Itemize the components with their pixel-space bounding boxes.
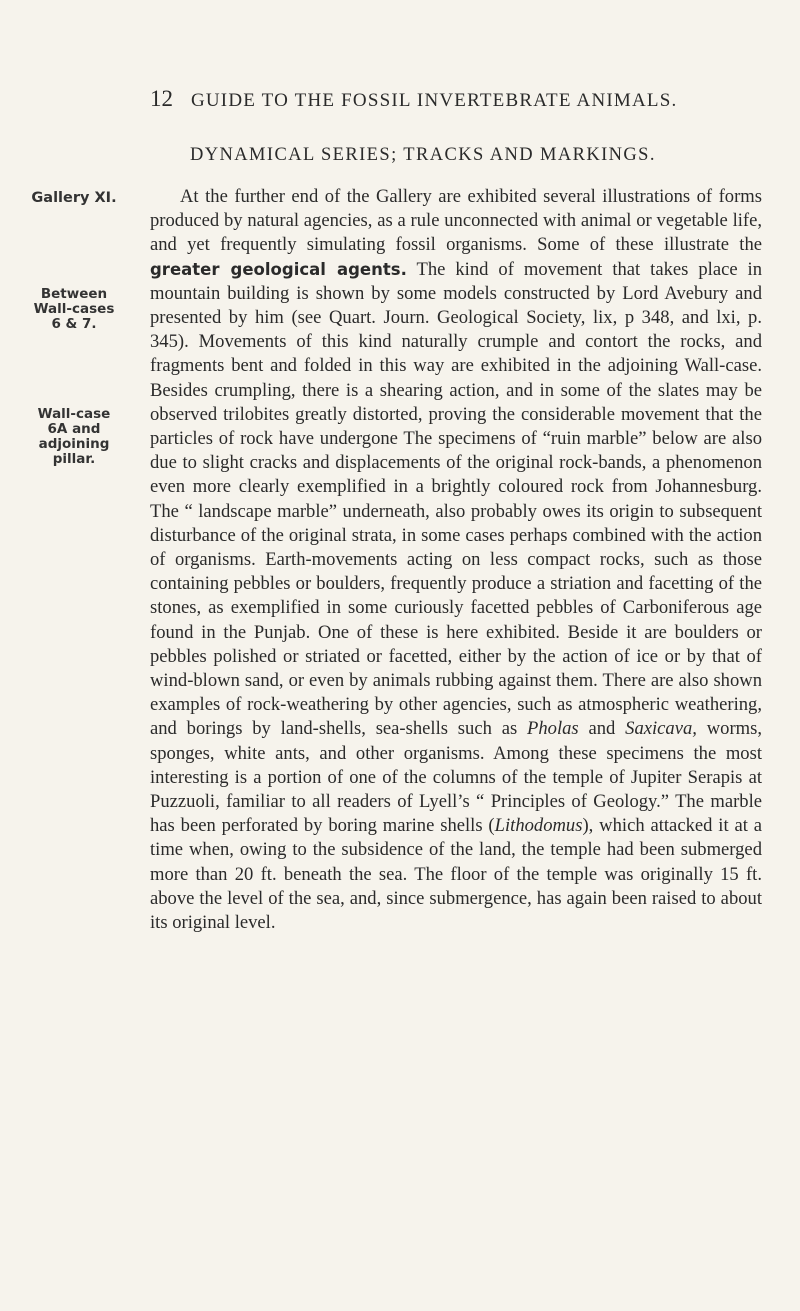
- body-paragraph: [150, 185, 762, 935]
- body-text-run: worms, sponges, white ants, and other organisms. Among these specimens the most interesting is a portion of one of the columns of the temple of Jupiter Serapis at Puzzuoli, familiar to all readers of Lyell’s “ Principles of Geology.” The marble has been perforated by boring marine shells (: [150, 718, 762, 837]
- margin-note-line: Gallery XI.: [31, 190, 117, 206]
- body-text: [150, 185, 762, 935]
- page-number: 12: [150, 86, 173, 111]
- margin-note-line: Between: [40, 286, 108, 302]
- margin-note-between-cases: [6, 287, 142, 332]
- italic-genus-saxicava: Saxicava,: [625, 718, 697, 740]
- emphasis-text: greater geological agents.: [150, 259, 407, 279]
- body-text-run: and: [578, 718, 626, 740]
- body-text-run: ), which attacked it at a time when, owing to the subsidence of the land, the temple had been submerged more than 20 ft. beneath the sea. The floor of the temple was originally 15 ft. above the level of the sea, and, since submergence, has again been raised to about its original level.: [150, 815, 763, 934]
- section-title: DYNAMICAL SERIES; TRACKS AND MARKINGS.: [190, 145, 656, 165]
- margin-note-line: Wall-cases: [33, 301, 115, 317]
- running-header: [150, 86, 762, 112]
- margin-note-gallery: [6, 191, 142, 206]
- margin-note-line: Wall-case: [37, 406, 111, 422]
- running-title: GUIDE TO THE FOSSIL INVERTEBRATE ANIMALS.: [190, 90, 678, 111]
- margin-note-line: pillar.: [52, 451, 96, 467]
- margin-note-line: 6 & 7.: [51, 316, 97, 332]
- margin-note-wall-case: [6, 407, 142, 467]
- margin-note-line: 6A and: [47, 421, 101, 437]
- italic-genus-pholas: Pholas: [527, 718, 579, 740]
- body-text-run: The kind of movement that takes place in mountain building is shown by some models constructed by Lord Avebury and presented by him (see Quart. Journ. Geological Society, lix, p 348, and lxi, p. 345). Movements of this kind naturally crumple and contort the rocks, and fragments bent and folded in this way are exhibited in the adjoining Wall-case. Besides crumpling, there is a shearing action, and in some of the slates may be observed trilobites greatly distorted, proving the considerable movement that the particles of rock have undergone The specimens of “ruin marble” below are also due to slight cracks and displacements of the original rock-bands, a phenomenon even more clearly exemplified in a brightly coloured rock from Johannesburg. The “ landscape marble” underneath, also probably owes its origin to subsequent disturbance of the original strata, in some cases perhaps combined with the action of organisms. Earth-movements acting on less compact rocks, such as those containing pebbles or boulders, frequently produce a striation and facetting of the stones, as exemplified in some curiously facetted pebbles of Carboniferous age found in the Punjab. One of these is here exhibited. Beside it are boulders or pebbles polished or striated or facetted, either by the action of ice or by that of wind-blown sand, or even by animals rubbing against them. There are also shown examples of rock-weathering by other agencies, such as atmospheric weathering, and borings by land-shells, sea-shells such as: [150, 258, 763, 740]
- margin-note-line: adjoining: [38, 436, 110, 452]
- body-text-run: At the further end of the Gallery are exhibited several illustrations of forms produced by natural agencies, as a rule unconnected with animal or vegetable life, and yet frequently simulating fossil organisms. Some of these illustrate the: [150, 186, 762, 256]
- italic-genus-lithodomus: Lithodomus: [494, 815, 583, 837]
